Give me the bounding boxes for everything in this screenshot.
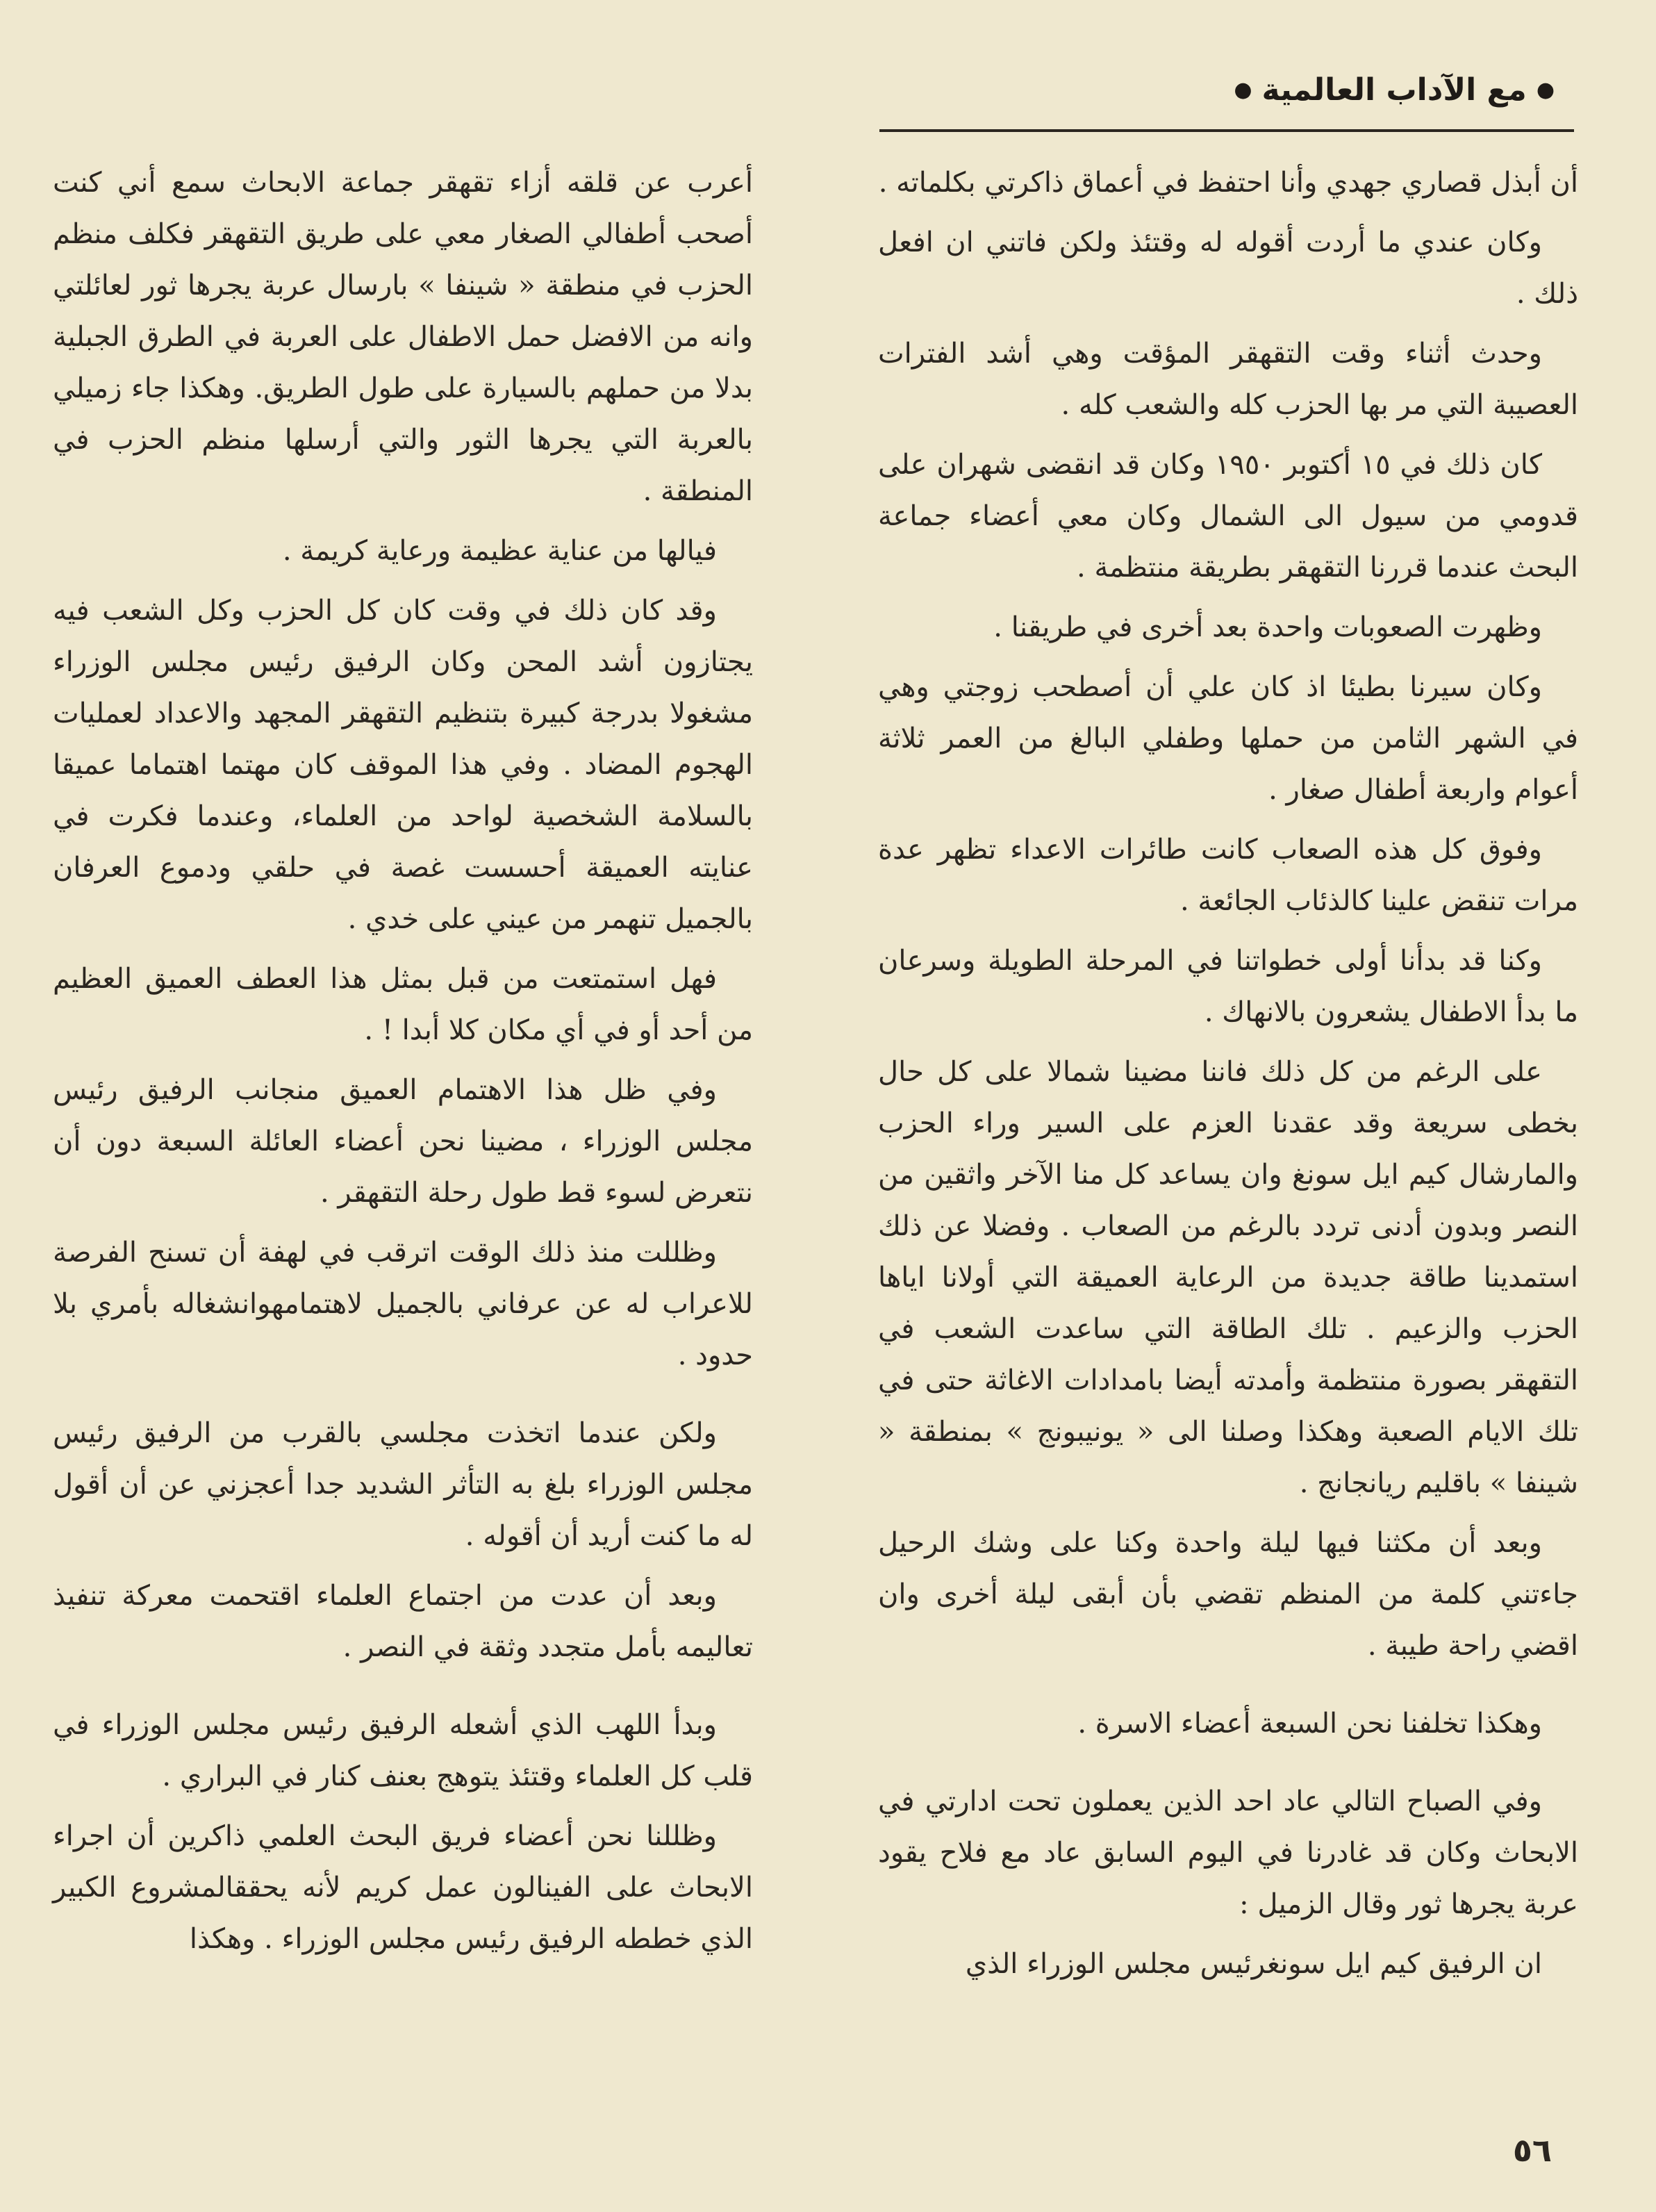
paragraph: أعرب عن قلقه أزاء تقهقر جماعة الابحاث سمع أني كنت أصحب أطفالي الصغار معي على طريق التقهقر فكلف منظم الحزب في منطقة « شينفا » بارسال عربة يجرها ثور لعائلتي وانه من الافضل حمل الاطفال على العربة في الطرق الجبلية بدلا من حملهم بالسيارة على طول الطريق. وهكذا جاء زميلي بالعربة التي يجرها الثور والتي أرسلها منظم الحزب في المنطقة . [53, 167, 753, 507]
paragraph: فهل استمتعت من قبل بمثل هذا العطف العميق العظيم من أحد أو في أي مكان كلا أبدا ! . [53, 963, 753, 1046]
paragraph: أن أبذل قصاري جهدي وأنا احتفظ في أعماق ذاكرتي بكلماته . [878, 167, 1578, 199]
bullet-icon: ● [1536, 78, 1555, 102]
bullet-icon: ● [1234, 78, 1252, 102]
paragraph: ان الرفيق كيم ايل سونغرئيس مجلس الوزراء الذي [965, 1948, 1542, 1980]
paragraph: وفي ظل هذا الاهتمام العميق منجانب الرفيق رئيس مجلس الوزراء ، مضينا نحن أعضاء العائلة السبعة دون أن نتعرض لسوء قط طول رحلة التقهقر . [53, 1074, 753, 1209]
paragraph: وكان عندي ما أردت أقوله له وقتئذ ولكن فاتني ان افعل ذلك . [878, 226, 1578, 310]
paragraph: وكان سيرنا بطيئا اذ كان علي أن أصطحب زوجتي وهي في الشهر الثامن من حملها وطفلي البالغ من العمر ثلاثة أعوام واربعة أطفال صغار . [878, 671, 1578, 806]
header-title: مع الآداب العالمية [1261, 72, 1527, 108]
header-rule [879, 129, 1574, 132]
paragraph: ولكن عندما اتخذت مجلسي بالقرب من الرفيق رئيس مجلس الوزراء بلغ به التأثر الشديد جدا أعجزني عن أن أقول له ما كنت أريد أن أقوله . [53, 1417, 753, 1552]
paragraph: وحدث أثناء وقت التقهقر المؤقت وهي أشد الفترات العصيبة التي مر بها الحزب كله والشعب كله . [878, 338, 1578, 421]
paragraph: وظهرت الصعوبات واحدة بعد أخرى في طريقنا . [993, 611, 1542, 643]
running-header [1224, 72, 1564, 108]
paragraph: على الرغم من كل ذلك فاننا مضينا شمالا على كل حال بخطى سريعة وقد عقدنا العزم على السير وراء الحزب والمارشال كيم ايل سونغ وان يساعد كل منا الآخر واثقين من النصر وبدون أدنى تردد بالرغم من الصعاب . وفضلا عن ذلك استمدينا طاقة جديدة من الرعاية العميقة التي أولانا اياها الحزب والزعيم . تلك الطاقة التي ساعدت الشعب في التقهقر بصورة منتظمة وأمدته أيضا بامدادات الاغاثة حتى في تلك الايام الصعبة وهكذا وصلنا الى « يونيبونج » بمنطقة « شينفا » باقليم ريانجانج . [878, 1056, 1578, 1499]
paragraph: وهكذا تخلفنا نحن السبعة أعضاء الاسرة . [1077, 1708, 1542, 1740]
paragraph: وبدأ اللهب الذي أشعله الرفيق رئيس مجلس الوزراء في قلب كل العلماء وقتئذ يتوهج بعنف كنار في البراري . [53, 1709, 753, 1792]
paragraph: وبعد أن مكثنا فيها ليلة واحدة وكنا على وشك الرحيل جاءتني كلمة من المنظم تقضي بأن أبقى ليلة أخرى وان اقضي راحة طيبة . [878, 1527, 1578, 1662]
page-number: ٥٦ [1512, 2131, 1552, 2169]
paragraph: وفوق كل هذه الصعاب كانت طائرات الاعداء تظهر عدة مرات تنقض علينا كالذئاب الجائعة . [878, 834, 1578, 917]
paragraph: وظللنا نحن أعضاء فريق البحث العلمي ذاكرين أن اجراء الابحاث على الفينالون عمل كريم لأنه يحققالمشروع الكبير الذي خططه الرفيق رئيس مجلس الوزراء . وهكذا [53, 1820, 753, 1955]
paragraph: وكنا قد بدأنا أولى خطواتنا في المرحلة الطويلة وسرعان ما بدأ الاطفال يشعرون بالانهاك . [878, 945, 1578, 1028]
right-column [878, 157, 1578, 1998]
paragraph: وقد كان ذلك في وقت كان كل الحزب وكل الشعب فيه يجتازون أشد المحن وكان الرفيق رئيس مجلس الوزراء مشغولا بدرجة كبيرة بتنظيم التقهقر المجهد والاعداد لعمليات الهجوم المضاد . وفي هذا الموقف كان مهتما اهتماما عميقا بالسلامة الشخصية لواحد من العلماء، وعندما فكرت في عنايته العميقة أحسست غصة في حلقي ودموع العرفان بالجميل تنهمر من عيني على خدي . [53, 595, 753, 935]
paragraph: وظللت منذ ذلك الوقت اترقب في لهفة أن تسنح الفرصة للاعراب له عن عرفاني بالجميل لاهتمامهوانشغاله بأمري بلا حدود . [53, 1237, 753, 1371]
left-column [53, 157, 753, 1973]
paragraph: كان ذلك في ١٥ أكتوبر ١٩٥٠ وكان قد انقضى شهران على قدومي من سيول الى الشمال وكان معي أعضاء جماعة البحث عندما قررنا التقهقر بطريقة منتظمة . [878, 449, 1578, 584]
paragraph: فيالها من عناية عظيمة ورعاية كريمة . [282, 535, 717, 567]
paragraph: وفي الصباح التالي عاد احد الذين يعملون تحت ادارتي في الابحاث وكان قد غادرنا في اليوم السابق عاد مع فلاح يقود عربة يجرها ثور وقال الزميل : [878, 1785, 1578, 1920]
paragraph: وبعد أن عدت من اجتماع العلماء اقتحمت معركة تنفيذ تعاليمه بأمل متجدد وثقة في النصر . [53, 1580, 753, 1663]
